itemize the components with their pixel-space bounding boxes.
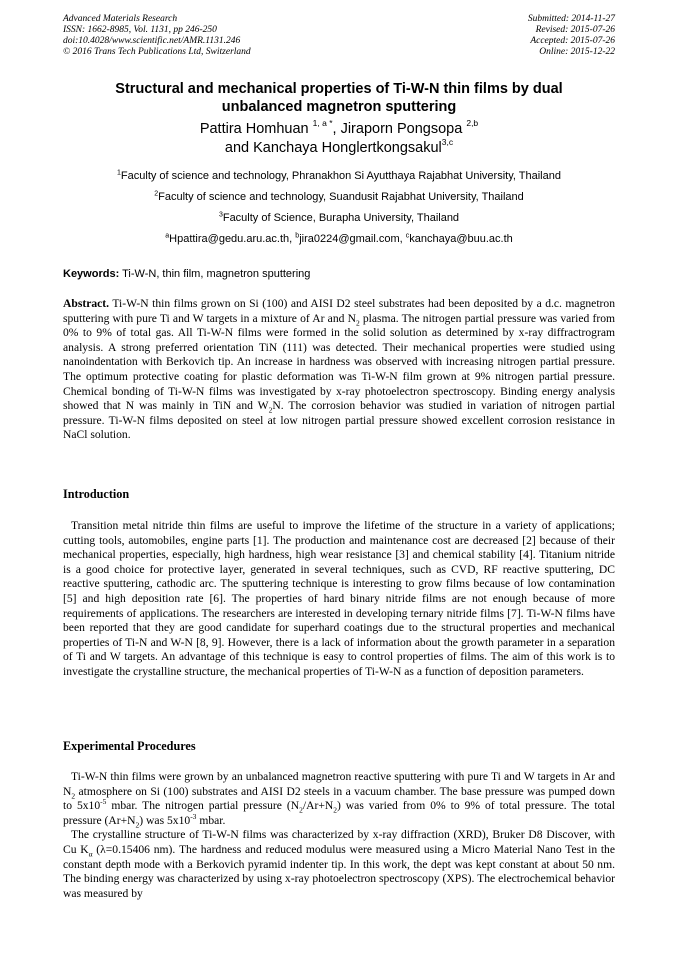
online-date: Online: 2015-12-22 <box>539 47 615 57</box>
keywords-label: Keywords: <box>63 268 120 280</box>
journal-header-right <box>415 14 615 58</box>
author-list <box>63 120 615 158</box>
experimental-section <box>63 770 615 901</box>
issn-line: ISSN: 1662-8985, Vol. 1131, pp 246-250 <box>63 25 217 35</box>
affiliations <box>63 166 615 250</box>
email-line: $^a$Hpattira@gedu.aru.ac.th, $^b$jira0224@gmail.com, $^c$kanchaya@buu.ac.th <box>165 232 513 245</box>
author-2-mark: 2,b <box>466 118 479 129</box>
introduction-heading: Introduction <box>63 487 130 501</box>
revised-date: Revised: 2015-07-26 <box>535 25 615 35</box>
introduction-section <box>63 519 615 680</box>
authors-line-2 <box>63 139 615 158</box>
title-line-1: Structural and mechanical properties of Ti-W-N thin films by dual <box>115 81 563 97</box>
email-c[interactable]: kanchaya@buu.ac.th <box>409 233 513 245</box>
title-line-2: unbalanced magnetron sputtering <box>221 99 457 115</box>
submitted-date: Submitted: 2014-11-27 <box>527 14 615 24</box>
author-1: Pattira Homhuan <box>199 121 309 137</box>
author-3: and Kanchaya Honglertkongsakul <box>224 140 442 156</box>
email-b[interactable]: jira0224@gmail.com <box>299 233 400 245</box>
introduction-paragraph: Transition metal nitride thin films are useful to improve the lifetime of the structure in a variety of applications; cutting tools, automobiles, engine parts [1]. The production and maintenance cost are decreased [2] because of their mechanical properties, especially, high hardness, high wear resistance [3] and chemical stability [4]. Titanium nitride is a good choice for protective layer, generated in several techniques, such as CVD, RF reactive sputtering, DC reactive sputtering, cathodic arc. The sputtering technique is interesting to grow films because of low contamination [5] and high deposition rate [6]. The properties of hard binary nitride films are not enough because of more requirements of applications. The researchers are interested in developing ternary nitride films [7]. Ti-W-N films have been reported that they are good candidate for superhard coatings due to the structural properties and mechanical properties of Ti-N and W-N [8, 9]. However, there is a lack of information about the growth parameter in a separation of Ti and W targets. An advantage of this technique is easy to control properties of films. The aim of this work is to investigate the crystalline structure, the mechanical properties of Ti-W-N as a function of deposition parameters. <box>63 519 615 678</box>
affiliation-3: $^3$Faculty of Science, Burapha University, Thailand <box>218 211 460 224</box>
author-2: Jiraporn Pongsopa <box>340 121 463 137</box>
author-3-mark: 3,c <box>441 137 454 148</box>
affiliation-2: $^2$Faculty of science and technology, Suandusit Rajabhat University, Thailand <box>154 190 524 203</box>
keywords <box>63 267 615 281</box>
authors-line-1: Pattira Homhuan $^{1, a *}$, Jiraporn Pongsopa $^{2,b}$ <box>199 118 479 137</box>
abstract-paragraph: Abstract. Ti-W-N thin films grown on Si (100) and AISI D2 steel substrates had been deposited by a d.c. magnetron sputtering with pure Ti and W targets in a mixture of Ar and $N_2$ plasma. The nitrogen partial pressure was varied from 0% to 9% of total gas. All Ti-W-N films were formed in the solid solution as determined by x-ray diffractrogram analysis. A strong preferred orientation TiN (111) was detected. Their mechanical properties were studied using nanoindentation with Berkovich tip. An increase in hardness was observed with increasing nitrogen partial pressure. The optimum protective coating for plastic deformation was Ti-W-N film grown at 9% nitrogen partial pressure. Chemical bonding of Ti-W-N films was investigated by x-ray photoelectron spectroscopy. Binding energy analysis showed that N was mainly in TiN and $W_2N$. The corrosion behavior was studied in variation of nitrogen partial pressure. Ti-W-N films deposited on steel at low nitrogen partial pressure showed excellent corrosion resistance in NaCl solution. <box>63 297 616 442</box>
paper-title <box>63 80 615 116</box>
journal-header-left <box>63 14 363 58</box>
keywords-text: Ti-W-N, thin film, magnetron sputtering <box>122 268 311 280</box>
author-1-mark: 1, a * <box>312 118 333 129</box>
abstract <box>63 297 615 443</box>
doi-link[interactable]: doi:10.4028/www.scientific.net/AMR.1131.246 <box>63 36 241 46</box>
email-a[interactable]: Hpattira@gedu.aru.ac.th <box>169 233 290 245</box>
accepted-date: Accepted: 2015-07-26 <box>530 36 615 46</box>
copyright-line: © 2016 Trans Tech Publications Ltd, Switzerland <box>63 47 251 57</box>
journal-name: Advanced Materials Research <box>63 14 178 24</box>
experimental-paragraph-1: Ti-W-N thin films were grown by an unbalanced magnetron reactive sputtering with pure Ti and W targets in Ar and $N_2$ atmosphere on Si (100) substrates and AISI D2 steels in a vacuum chamber. The base pressure was pumped down to $5x10^{-5}$ mbar. The nitrogen partial pressure $(N_2/Ar+N_2)$ was varied from 0% to 9% of total pressure. The total pressure $(Ar+N_2)$ was $5x10^{-3}$ mbar. <box>63 770 615 830</box>
affiliation-1: $^1$Faculty of science and technology, Phranakhon Si Ayutthaya Rajabhat University, Thailand <box>117 169 561 182</box>
experimental-paragraph-2: The crystalline structure of Ti-W-N films was characterized by x-ray diffraction (XRD), Bruker D8 Discover, with Cu $K_\alpha$ (λ=0.15406 nm). The hardness and reduced modulus were measured using a Micro Material Nano Test in the constant depth mode with a Berkovich pyramid indenter tip. In this work, the dept was kept constant at about 50 nm. The binding energy was characterized by using x-ray photoelectron spectroscopy (XPS). The electrochemical behavior was measured by <box>63 828 615 900</box>
experimental-heading: Experimental Procedures <box>63 739 196 753</box>
abstract-label: Abstract. <box>63 297 110 310</box>
